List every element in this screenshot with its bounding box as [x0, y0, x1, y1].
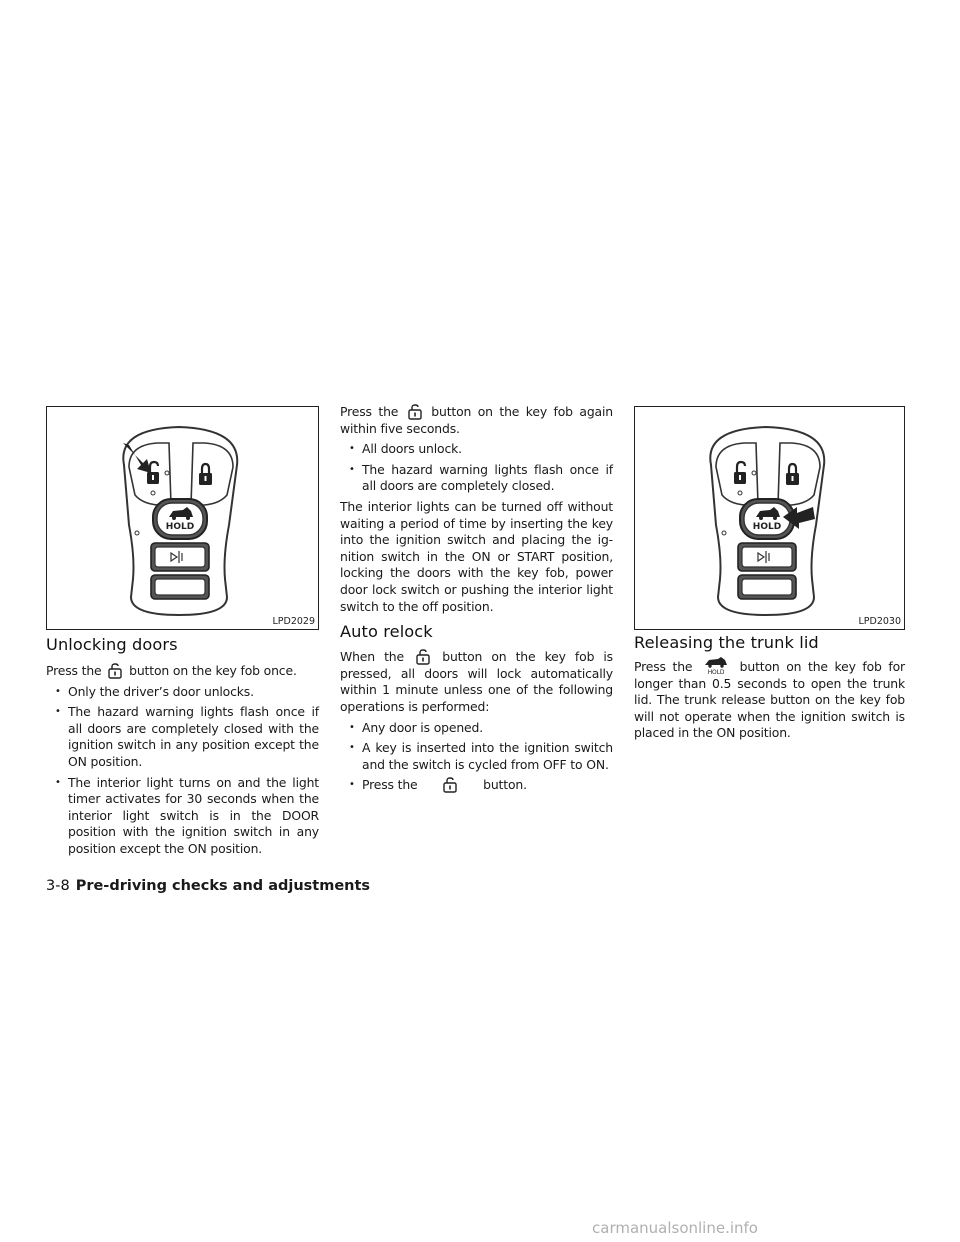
list-item: • Any door is opened. — [340, 720, 613, 737]
list-item: • The interior light turns on and the light timer activates for 30 seconds when the interior light switch is in the DOOR position with the ignition switch in any position except the ON position. — [46, 775, 319, 858]
relock-bullet-list — [340, 720, 613, 794]
key-fob-illustration — [635, 407, 906, 631]
page-number: 3-8 — [46, 878, 70, 894]
trunk-paragraph: Press the HOLD button on the key fob for longer than 0.5 seconds to open the trunk lid. The trunk release button on the key fob will not operate when the ignition switch is placed in the ON position. — [634, 659, 905, 741]
unlock-icon — [443, 777, 457, 793]
interior-lights-paragraph: The interior lights can be turned off without waiting a period of time by inserting the key into the ignition switch and placing the ig-nition switch in the ON or START position, locking the doors with the key fob, power door lock switch or pushing the interior light switch to the off position. — [340, 498, 613, 614]
watermark: carmanualsonline.info — [592, 1219, 758, 1237]
trunk-hold-icon — [702, 657, 730, 675]
unlock-icon — [416, 649, 430, 665]
unlocking-bullet-list — [46, 684, 319, 858]
heading-releasing-trunk: Releasing the trunk lid — [634, 633, 819, 652]
list-item: • The hazard warning lights flash once if all doors are completely closed. — [340, 462, 613, 495]
list-item: • Only the driver’s door unlocks. — [46, 684, 319, 701]
heading-auto-relock: Auto relock — [340, 622, 433, 642]
key-fob-illustration — [47, 407, 320, 631]
unlock-icon — [408, 404, 422, 420]
list-item: • Press the button. — [340, 777, 613, 794]
relock-intro: When the button on the key fob is pressed, all doors will lock automatically within 1 minute unless one of the following operations is performed: — [340, 649, 613, 714]
again-intro: Press the button on the key fob again within five seconds. — [340, 404, 613, 436]
list-item: • A key is inserted into the ignition switch and the switch is cycled from OFF to ON. — [340, 740, 613, 773]
figure-key-fob-unlock — [46, 406, 319, 630]
list-item: • The hazard warning lights flash once if all doors are completely closed with the ignition switch in any position except the ON position. — [46, 704, 319, 770]
again-bullet-list — [340, 441, 613, 495]
figure-code: LPD2030 — [858, 616, 901, 627]
unlocking-intro: Press the button on the key fob once. — [46, 663, 297, 678]
list-item: • All doors unlock. — [340, 441, 613, 458]
unlock-icon — [108, 663, 122, 679]
hold-label: HOLD — [165, 522, 195, 532]
page-footer — [46, 877, 370, 895]
hold-label: HOLD — [752, 522, 782, 532]
chapter-title: Pre-driving checks and adjustments — [75, 878, 371, 894]
figure-code: LPD2029 — [272, 616, 315, 627]
trunk-icon-label: HOLD — [707, 669, 725, 675]
heading-unlocking-doors: Unlocking doors — [46, 635, 178, 654]
figure-key-fob-trunk — [634, 406, 905, 630]
